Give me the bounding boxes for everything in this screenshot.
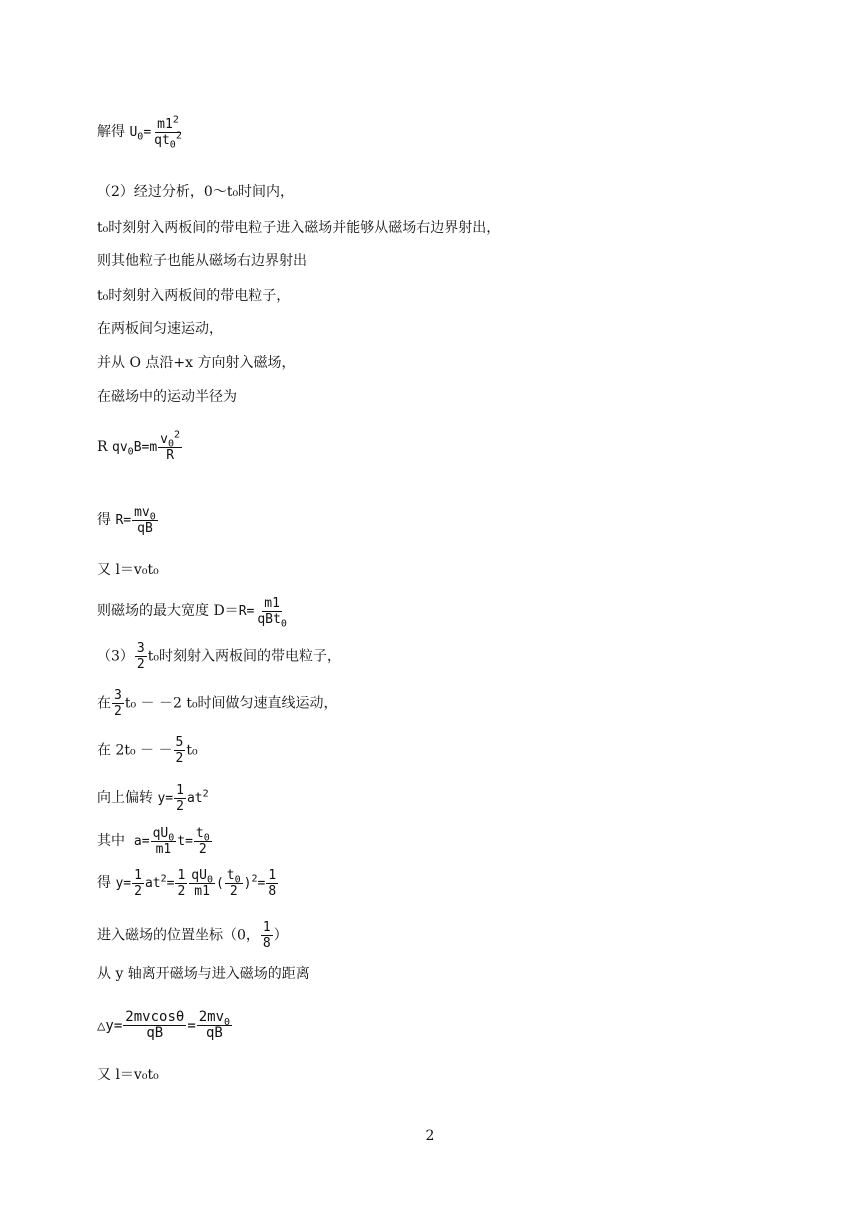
text-max-width: 则磁场的最大宽度 D＝ — [97, 603, 239, 619]
fraction-3-2: $\frac{3}{2}$ — [114, 688, 122, 719]
text-line: 又 l＝v₀t₀ — [97, 562, 159, 578]
formula-lorentz — [97, 429, 183, 463]
text-de: 得 — [97, 875, 111, 891]
formula-a-t: a= $\frac{qU_0}{m1}$ t= $\frac{t_0}{2}$ — [133, 826, 210, 857]
text-part3-rest: t₀时刻射入两板间的带电粒子， — [147, 648, 341, 665]
text-uniform-rest: t₀ － －2 t₀时间做匀速直线运动， — [124, 695, 338, 712]
text-line: 则其他粒子也能从磁场右边界射出 — [97, 253, 307, 269]
formula-r: R= $\frac{mv_0}{qB}$ — [115, 505, 156, 536]
text-de: 得 — [97, 512, 111, 528]
text-r: R — [97, 439, 108, 455]
text-line: 并从 O 点沿+x 方向射入磁场， — [97, 355, 296, 371]
text-interval-start: 在 2t₀ － － — [97, 742, 173, 759]
text-part3: （3） — [97, 648, 134, 665]
text-jiede: 解得 — [97, 124, 125, 140]
fraction-3-2: $\frac{3}{2}$ — [136, 641, 145, 672]
text-interval — [97, 735, 198, 766]
part3-heading — [97, 641, 341, 672]
text-line: t₀时刻射入两板间的带电粒子进入磁场并能够从磁场右边界射出， — [97, 220, 501, 236]
formula-delta-y — [97, 1010, 233, 1041]
part2-heading: （2）经过分析，0～t₀时间内， — [97, 184, 295, 200]
formula-qvb: $qv_0B=m$ $\frac{v_0^2}{R}$ — [112, 429, 181, 463]
formula-u0: $U_0=$ $\frac{m1^2}{qt_0^2}$ — [129, 114, 182, 151]
solution-line-u0 — [97, 114, 185, 151]
fraction-1-8: $\frac{1}{8}$ — [262, 920, 271, 951]
text-zai: 在 — [97, 695, 111, 712]
formula-radius — [97, 505, 159, 536]
formula-y: y= $\frac{1}{2}$ $at^2$ — [157, 783, 209, 814]
formula-y-result — [97, 868, 279, 899]
text-uniform-motion — [97, 688, 338, 719]
formula-d: R= $\frac{m1}{qBt_0}$ — [238, 596, 287, 630]
text-line: t₀时刻射入两板间的带电粒子， — [97, 288, 291, 304]
page-number: 2 — [425, 1128, 435, 1144]
text-t0: t₀ — [186, 742, 198, 759]
formula-where — [97, 826, 213, 857]
formula-max-width — [97, 596, 290, 630]
text-line: 在两板间匀速运动， — [97, 321, 223, 337]
formula-deflection — [97, 783, 209, 814]
text-close-paren: ） — [273, 927, 288, 944]
text-entry-coordinate — [97, 920, 288, 951]
text-line: 在磁场中的运动半径为 — [97, 389, 237, 405]
text-where: 其中 — [97, 833, 125, 849]
fraction-5-2: $\frac{5}{2}$ — [175, 735, 184, 766]
text-entry: 进入磁场的位置坐标（0， — [97, 927, 260, 944]
text-deflection: 向上偏转 — [97, 790, 153, 806]
formula-y-eval: y= $\frac{1}{2}$ $at^2=$ $\frac{1}{2}$ $\frac{qU_0}{m1}$ ( $\frac{t_0}{2}$ )$^2$= $\frac{1}{8}$ — [115, 868, 277, 899]
formula-dy: △y= $\frac{2mvcos\theta}{qB}$ = $\frac{2mv_0}{qB}$ — [97, 1009, 231, 1041]
text-line: 又 l＝v₀t₀ — [97, 1067, 159, 1083]
text-line: 从 y 轴离开磁场与进入磁场的距离 — [97, 966, 310, 982]
